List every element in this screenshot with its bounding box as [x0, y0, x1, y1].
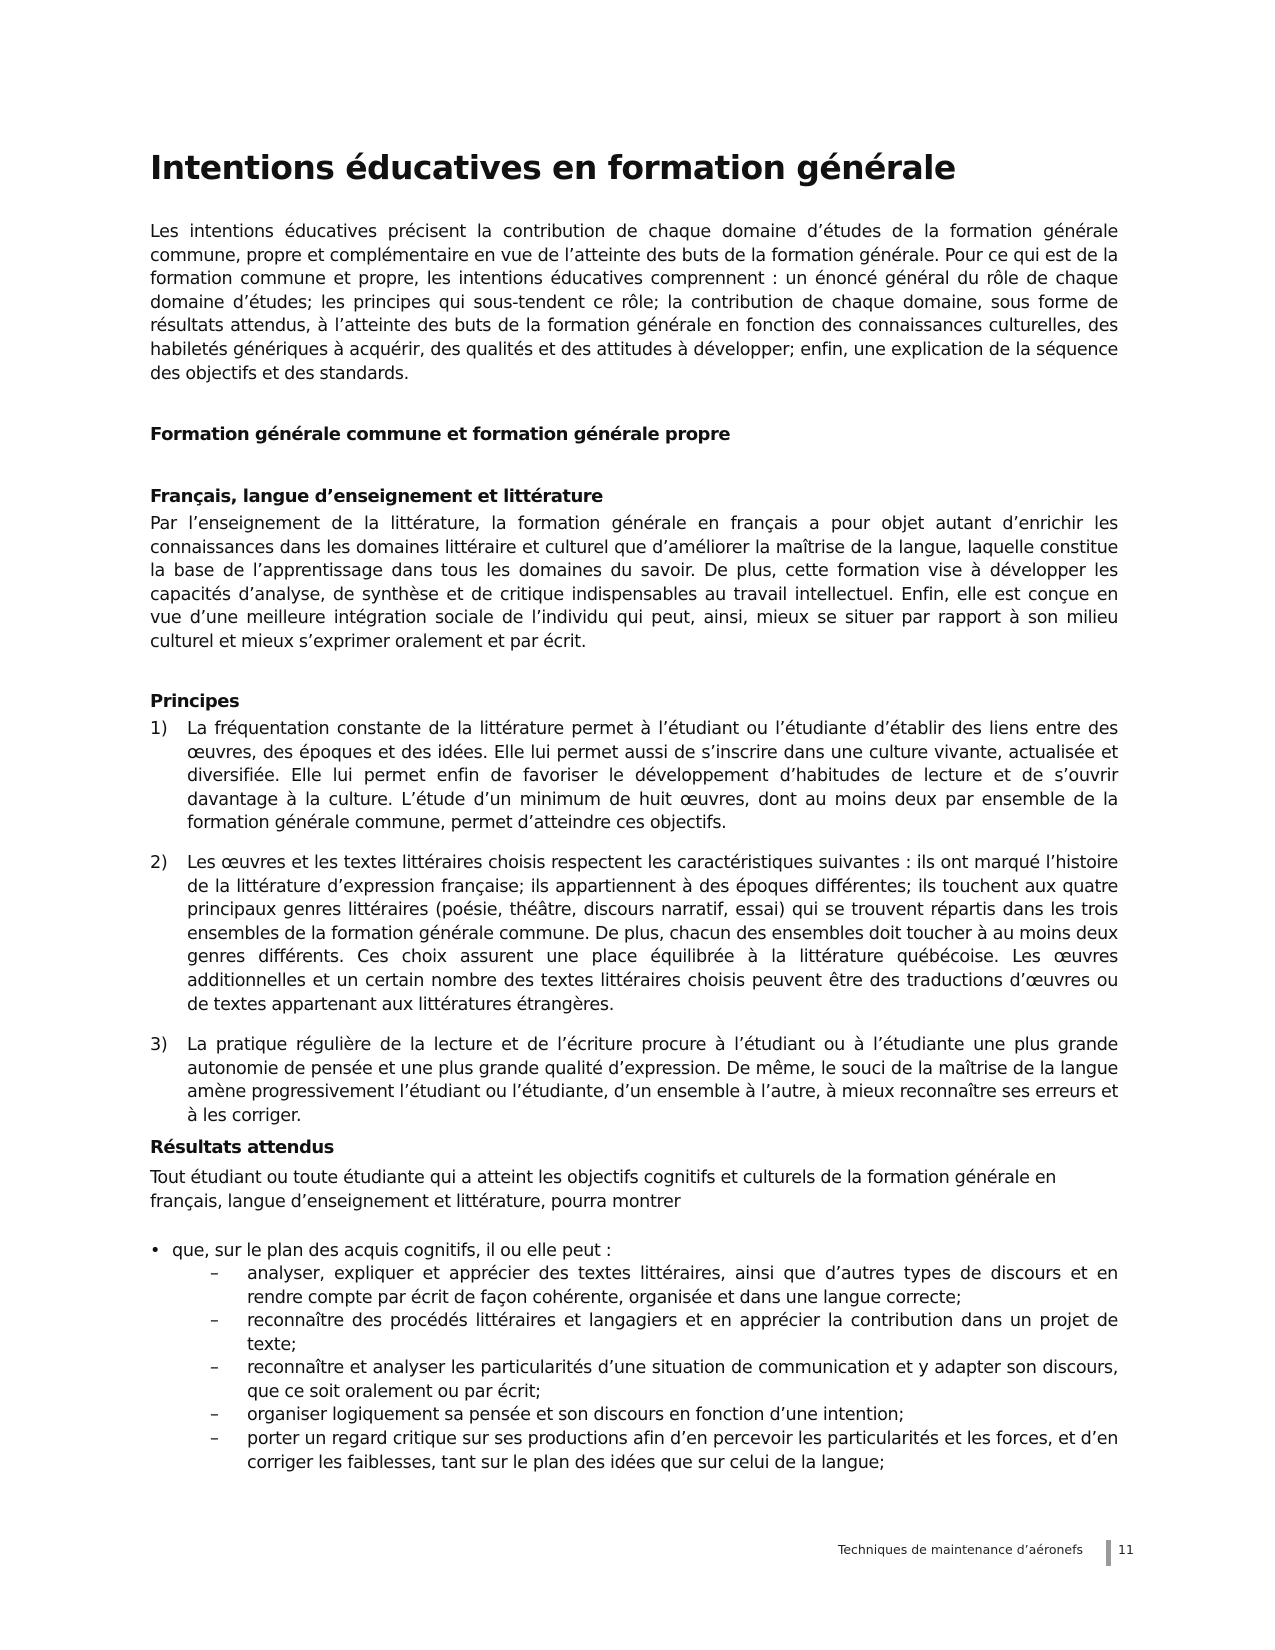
sub-list-item: [210, 1263, 1118, 1310]
dash-icon: –: [210, 1311, 219, 1331]
principle-text: Les œuvres et les textes littéraires choisis respectent les caractéristiques suivantes : ils ont marqué l’histoire de la littérature d’expression française; ils appartiennent à des époques différentes; ils touchent aux quatre principaux genres littéraires (poésie, théâtre, discours narratif, essai) qui se trouvent répartis dans les trois ensembles de la formation générale commune. De plus, chacun des ensembles doit toucher à au moins deux genres différents. Ces choix assurent une place équilibrée à la littérature québécoise. Les œuvres additionnelles et un certain nombre des textes littéraires choisis peuvent être des traductions d’œuvres ou de textes appartenant aux littératures étrangères.: [187, 853, 1118, 1015]
sub-list-text: reconnaître des procédés littéraires et langagiers et en apprécier la contribution dans un projet de texte;: [247, 1311, 1118, 1355]
principles-heading: Principes: [150, 691, 240, 712]
results-paragraph: Tout étudiant ou toute étudiante qui a atteint les objectifs cognitifs et culturels de la formation générale en français, langue d’enseignement et littérature, pourra montrer: [150, 1168, 1057, 1212]
bullet-icon: •: [150, 1241, 161, 1261]
sub-list-text: organiser logiquement sa pensée et son discours en fonction d’une intention;: [247, 1405, 904, 1425]
dash-icon: –: [210, 1264, 219, 1284]
sub-list-text: reconnaître et analyser les particularités d’une situation de communication et y adapter son discours, que ce soit oralement ou par écrit;: [247, 1358, 1118, 1402]
subject-paragraph: Par l’enseignement de la littérature, la formation générale en français a pour objet autant d’enrichir les connaissances dans les domaines littéraire et culturel que d’améliorer la maîtrise de la langue, laquelle constitue la base de l’apprentissage dans tous les domaines du savoir. De plus, cette formation vise à développer les capacités d’analyse, de synthèse et de critique indispensables au travail intellectuel. Enfin, elle est conçue en vue d’une meilleure intégration sociale de l’individu qui peut, ainsi, mieux se situer par rapport à son milieu culturel et mieux s’exprimer oralement et par écrit.: [150, 514, 1118, 652]
page-title: Intentions éducatives en formation générale: [150, 148, 956, 187]
sub-list-item: [210, 1357, 1118, 1404]
results-heading: Résultats attendus: [150, 1137, 334, 1158]
principle-text: La fréquentation constante de la littérature permet à l’étudiant ou l’étudiante d’établir des liens entre des œuvres, des époques et des idées. Elle lui permet aussi de s’inscrire dans une culture vivante, actualisée et diversifiée. Elle lui permet enfin de favoriser le développement d’habitudes de lecture et de s’ouvrir davantage à la culture. L’étude d’un minimum de huit œuvres, dont au moins deux par ensemble de la formation générale commune, permet d’atteindre ces objectifs.: [187, 719, 1118, 834]
dash-icon: –: [210, 1358, 219, 1378]
dash-icon: –: [210, 1429, 219, 1449]
subject-heading: Français, langue d’enseignement et littérature: [150, 486, 603, 507]
sub-list-item: [210, 1404, 1118, 1428]
page-number: 11: [1118, 1542, 1134, 1557]
principle-number: 2): [150, 853, 168, 873]
sub-list-text: analyser, expliquer et apprécier des textes littéraires, ainsi que d’autres types de discours et en rendre compte par écrit de façon cohérente, organisée et dans une langue correcte;: [247, 1264, 1118, 1308]
footer-divider: [1106, 1540, 1111, 1566]
dash-icon: –: [210, 1405, 219, 1425]
principle-text: La pratique régulière de la lecture et de l’écriture procure à l’étudiant ou à l’étudiante une plus grande autonomie de pensée et une plus grande qualité d’expression. De même, le souci de la maîtrise de la langue amène progressivement l’étudiant ou l’étudiante, d’un ensemble à l’autre, à mieux reconnaître ses erreurs et à les corriger.: [187, 1035, 1118, 1126]
section-heading: Formation générale commune et formation générale propre: [150, 424, 731, 445]
principle-item: [150, 718, 1118, 836]
principle-item: [150, 852, 1118, 1017]
sub-list-item: [210, 1428, 1118, 1475]
intro-paragraph: Les intentions éducatives précisent la contribution de chaque domaine d’études de la formation générale commune, propre et complémentaire en vue de l’atteinte des buts de la formation générale. Pour ce qui est de la formation commune et propre, les intentions éducatives comprennent : un énoncé général du rôle de chaque domaine d’études; les principes qui sous-tendent ce rôle; la contribution de chaque domaine, sous forme de résultats attendus, à l’atteinte des buts de la formation générale en fonction des connaissances culturelles, des habiletés génériques à acquérir, des qualités et des attitudes à développer; enfin, une explication de la séquence des objectifs et des standards.: [150, 222, 1118, 384]
principle-number: 3): [150, 1035, 168, 1055]
bullet-text: que, sur le plan des acquis cognitifs, il ou elle peut :: [172, 1241, 612, 1261]
principle-item: [150, 1034, 1118, 1128]
sub-list-text: porter un regard critique sur ses productions afin d’en percevoir les particularités et les forces, et d’en corriger les faiblesses, tant sur le plan des idées que sur celui de la langue;: [247, 1429, 1118, 1473]
footer-document-title: Techniques de maintenance d’aéronefs: [837, 1542, 1083, 1557]
principle-number: 1): [150, 719, 168, 739]
sub-list-item: [210, 1310, 1118, 1357]
bullet-item: [150, 1240, 1118, 1264]
